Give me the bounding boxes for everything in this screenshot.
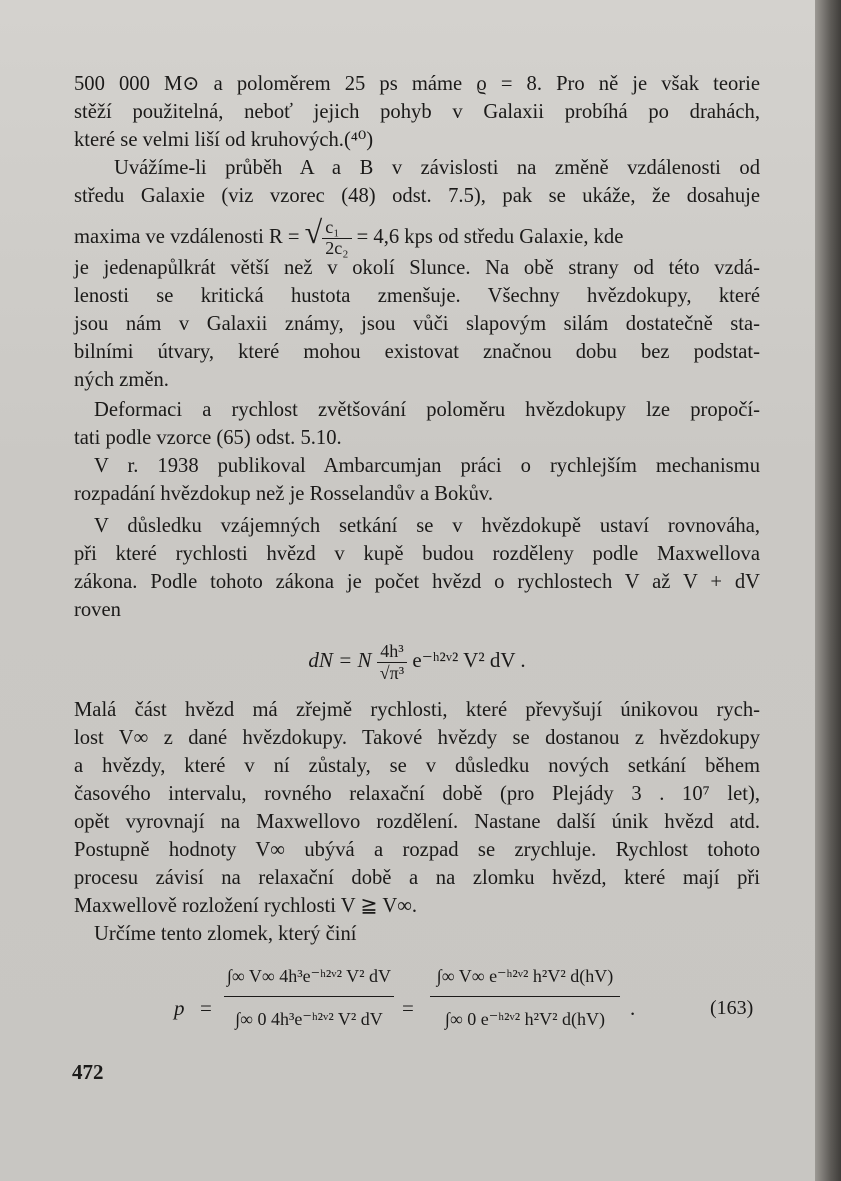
paragraph-3: Deformaci a rychlost zvětšování poloměru hvězdokupy lze propočí- tati podle vzorce (65) odst. 5.10.: [74, 399, 760, 449]
eq2-fraction-2: $\frac{\text{∫∞ V∞ e⁻ʰ²ᵛ² h²V² d(hV)}}{\text{∫∞ 0 e⁻ʰ²ᵛ² h²V² d(hV)}}$: [430, 962, 620, 1033]
paragraph-5: V důsledku vzájemných setkání se v hvězdokupě ustaví rovnováha, při které rychlosti hvězd v kupě budou rozděleny podle Maxwellova zákona. Podle tohoto zákona je počet hvězd o rychlostech V až V + dV roven: [74, 515, 760, 621]
book-spine-shadow: [815, 0, 841, 1181]
equation-maxwell: dN = N $\frac{\text{4h³}}{\text{√π³}}$ e⁻ʰ²ᵛ² V² dV .: [308, 641, 526, 683]
sqrt-symbol: √: [304, 214, 323, 250]
paragraph-2: Uvážíme-li průběh A a B v závislosti na změně vzdálenosti od středu Galaxie (viz vzorec (48) odst. 7.5), pak se ukáže, že dosahuje maxima ve vzdálenosti R = √ $\frac{\text{c₁}}{\text{2c₂}}$ = 4,6 kps od středu Galaxie, kde je jedenapůlkrát větší než v okolí Slunce. Na obě strany od této vzdá- lenosti se kritická hustota zmenšuje. Všechny hvězdokupy, které jsou nám v Galaxii známy, jsou vůči slapovým silám dostatečně sta- bilními útvary, které mohou existovat značnou dobu bez podstat- ných změn.: [74, 157, 760, 391]
eq2-fraction-1: $\frac{\text{∫∞ V∞ 4h³e⁻ʰ²ᵛ² V² dV}}{\text{∫∞ 0 4h³e⁻ʰ²ᵛ² V² dV}}$: [224, 962, 394, 1033]
equation-163: p = $\frac{\text{∫∞ V∞ 4h³e⁻ʰ²ᵛ² V² dV}}{\text{∫∞ 0 4h³e⁻ʰ²ᵛ² V² dV}}$ = $\frac{\text{∫∞ V∞ e⁻ʰ²ᵛ² h²V² d(hV)}}{\text{∫∞ 0 e⁻ʰ²ᵛ² h²V² d(hV)}}$ . (163): [74, 956, 760, 1060]
paragraph-1: 500 000 M⊙ a poloměrem 25 ps máme ϱ = 8. Pro ně je však teorie stěží použitelná, neboť jejich pohyb v Galaxii probíhá po drahách, které se velmi liší od kruhových.(⁴⁰): [74, 73, 760, 151]
equation-number: (163): [710, 997, 754, 1019]
page-text: [74, 70, 760, 1060]
root-fraction: $\frac{\text{c₁}}{\text{2c₂}}$: [322, 218, 351, 259]
eq1-fraction: $\frac{\text{4h³}}{\text{√π³}}$: [377, 641, 407, 683]
paragraph-4: V r. 1938 publikoval Ambarcumjan práci o rychlejším mechanismu rozpadání hvězdokup než je Rosselandův a Bokův.: [74, 455, 760, 505]
formula-line: maxima ve vzdálenosti R = √ $\frac{\text{c₁}}{\text{2c₂}}$ = 4,6 kps od středu Galaxie, kde: [74, 214, 624, 258]
paragraph-7: Určíme tento zlomek, který činí: [94, 923, 357, 945]
paragraph-6: Malá část hvězd má zřejmě rychlosti, které převyšují únikovou rych- lost V∞ z dané hvězdokupy. Takové hvězdy se dostanou z hvězdokupy a hvězdy, které v ní zůstaly, se v důsledku nových setkání během časového intervalu, rovného relaxační době (pro Plejády 3 . 10⁷ let), opět vyrovnají na Maxwellovo rozdělení. Nastane další únik hvězd atd. Postupně hodnoty V∞ ubývá a rozpad se zrychluje. Rychlost tohoto procesu závisí na relaxační době a na zlomku hvězd, které mají při Maxwellově rozložení rychlosti V ≧ V∞.: [74, 699, 760, 917]
page-number: 472: [72, 1060, 104, 1084]
